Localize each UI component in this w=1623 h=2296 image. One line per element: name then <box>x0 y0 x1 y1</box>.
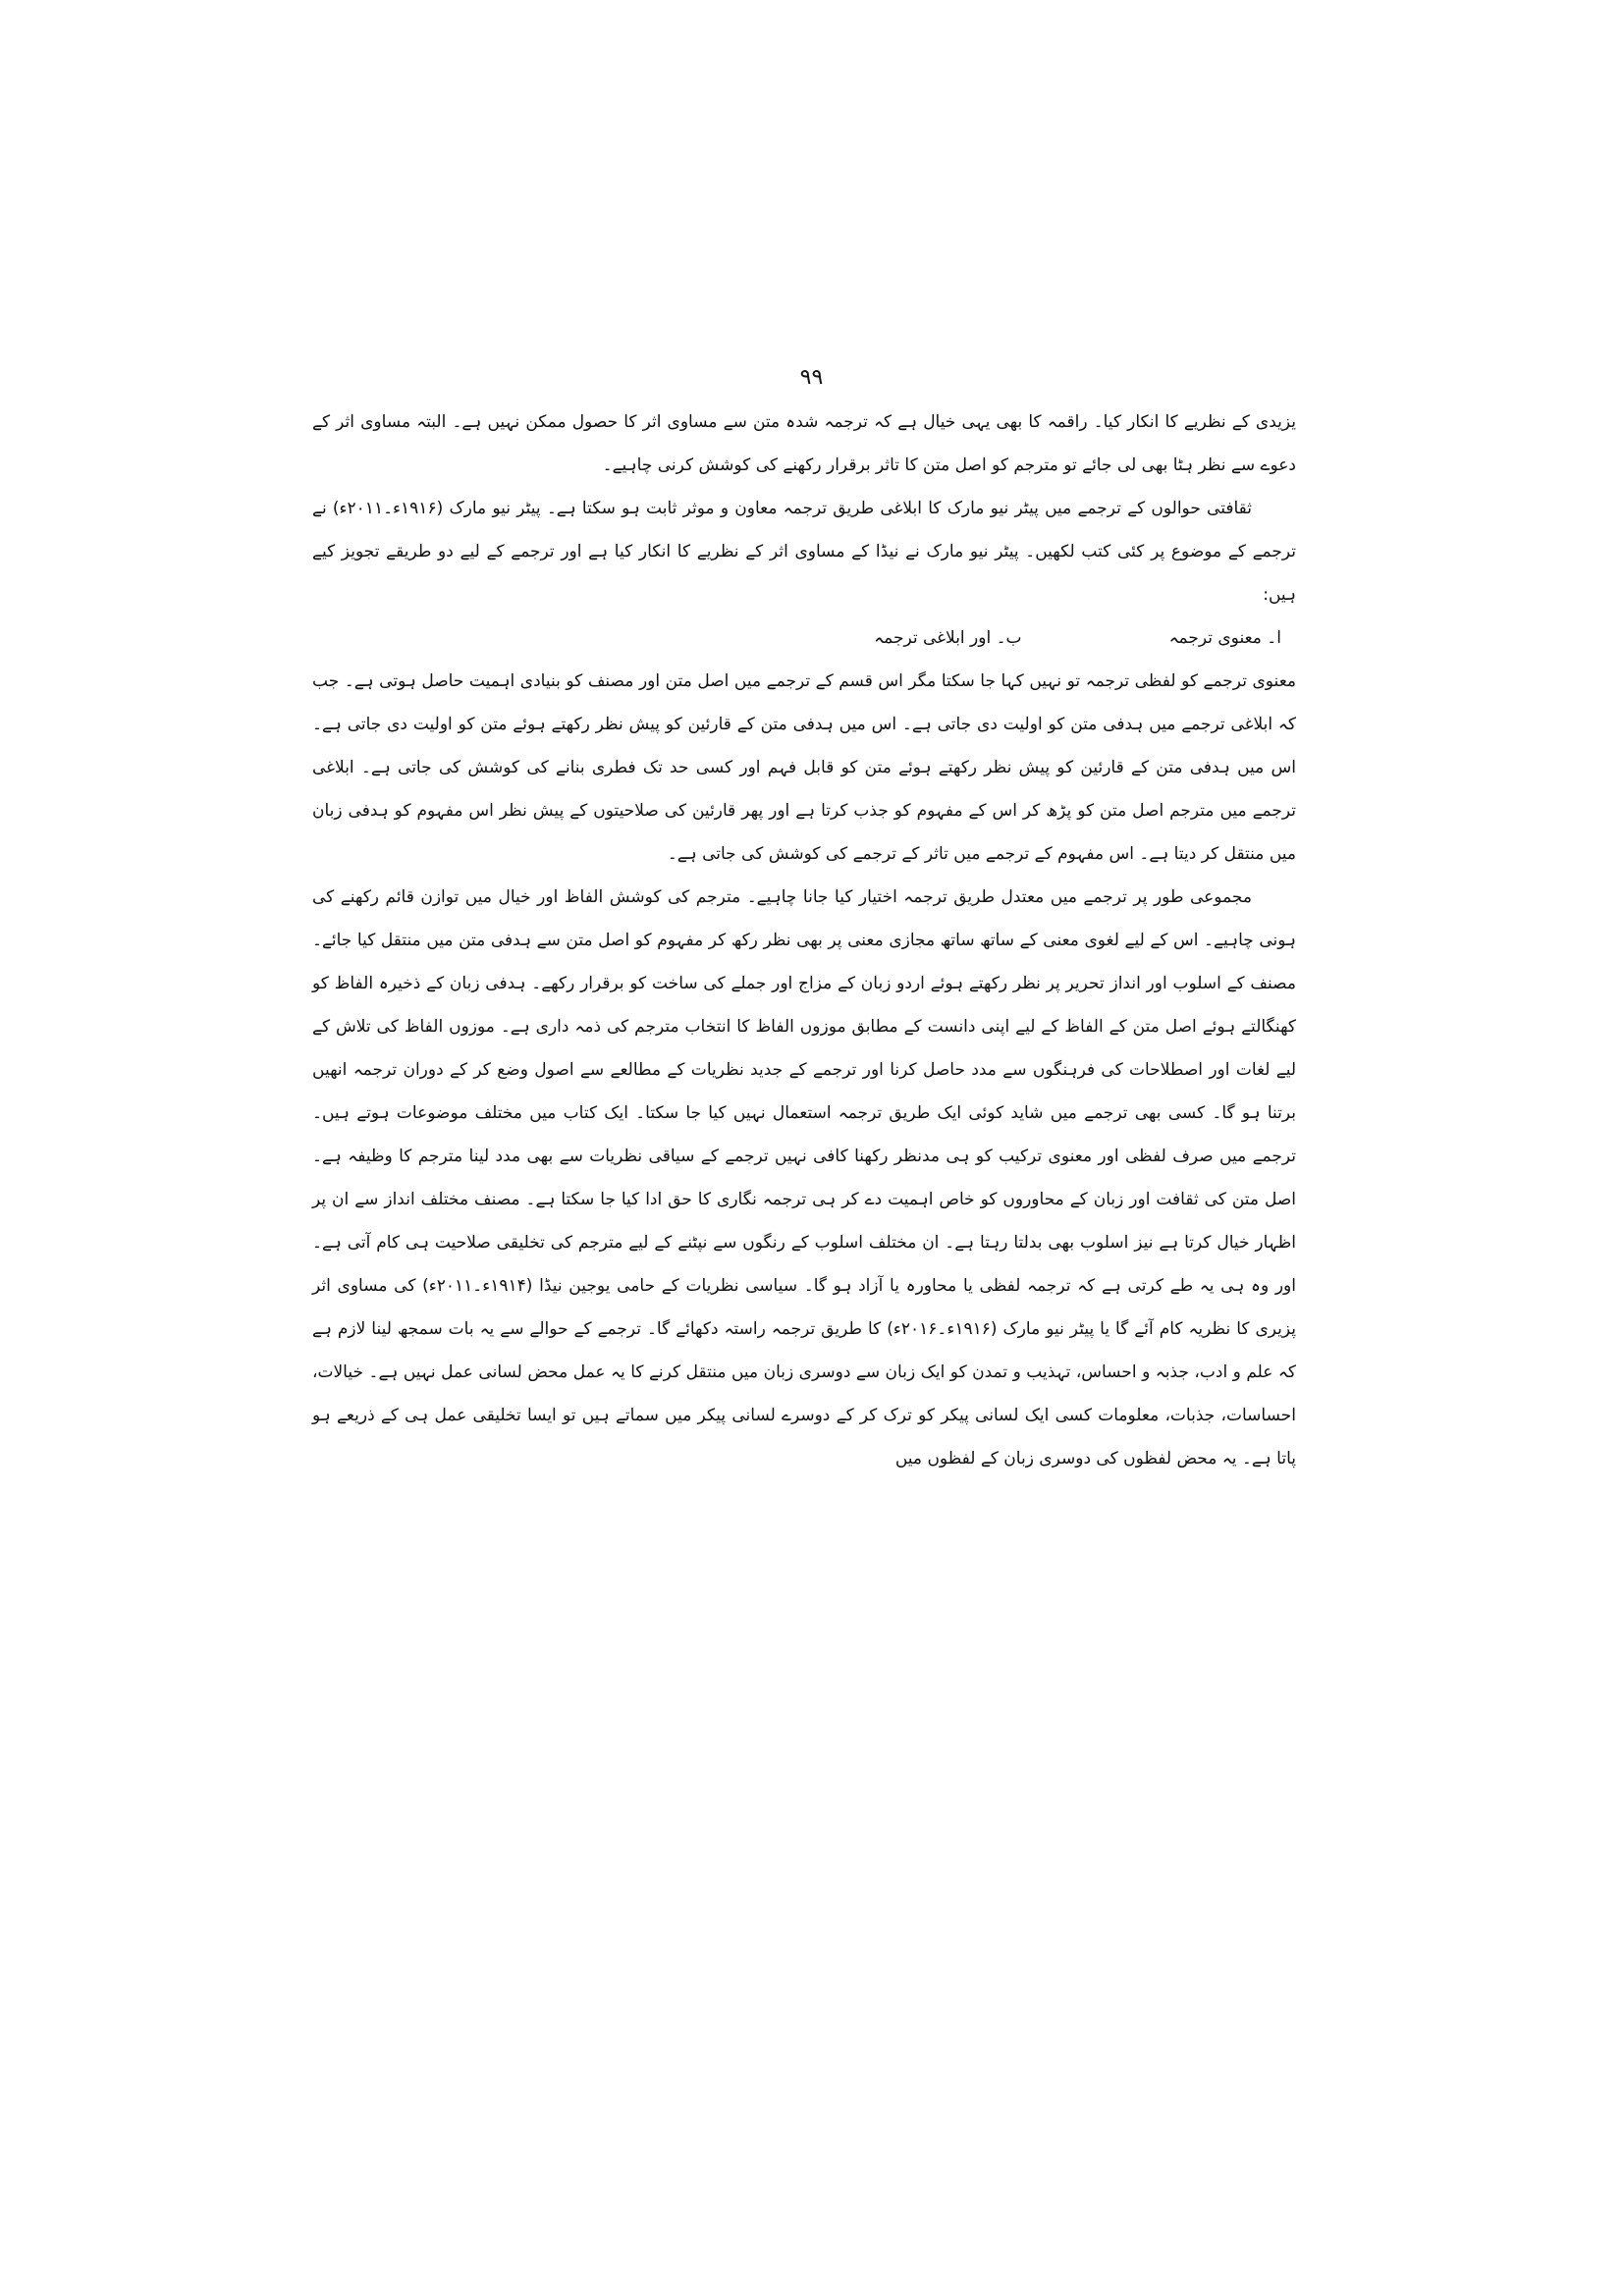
text-line: کے محاوروں کو خاص اہمیت دے کر ہی ترجمہ نگاری کا حق ادا کیا جا سکتا ہے۔ مصنف مختلف انداز سے ان پر اظہار خیال کرتا <box>312 1190 1297 1253</box>
text-line: معنوی ترجمے کو لفظی ترجمہ تو نہیں کہا جا سکتا مگر اس قسم کے ترجمے میں اصل متن اور مصنف کو بنیادی اہمیت حاصل ہوتی ہے۔ <box>339 671 1296 691</box>
text-line: اولیت دی جاتی ہے۔ اس میں ہدفی متن کے قارئین کو پیش نظر رکھتے ہوئے متن کو قابل فہم اور کسی حد تک فطری بنانے کی <box>312 715 1296 777</box>
text-line: رکھنے کی ہونی چاہیے۔ اس کے لیے لغوی معنی کے ساتھ ساتھ مجازی معنی پر بھی نظر رکھ کر مفہوم کو اصل متن سے ہدفی متن میں <box>312 887 1296 950</box>
text-line: کوشش کی جاتی ہے۔ ابلاغی ترجمے میں مترجم اصل متن کو پڑھ کر اس کے مفہوم کو جذب کرتا ہے اور پھر قارئین کی صلاحیتوں <box>312 758 1296 821</box>
text-line: کرنے کا یہ عمل محض لسانی عمل نہیں ہے۔ خیالات، احساسات، جذبات، معلومات کسی ایک لسانی پیکر کو ترک کر کے <box>312 1362 1296 1425</box>
method-list <box>312 616 1296 660</box>
body-text <box>312 400 1296 1480</box>
text-line: (۱۹۱۶ء۔۲۰۱۱ء) نے ترجمے کے موضوع پر کئی کتب لکھیں۔ پیٹر نیو مارک نے نیڈا کے مساوی اثر کے نظریے کا انکار کیا ہے <box>312 499 1296 561</box>
paragraph-4 <box>312 876 1296 1480</box>
text-line: اور ترجمے کے لیے دو طریقے تجویز کیے ہیں: <box>312 542 1296 605</box>
text-line: ہے۔ اور وہ ہی یہ طے کرتی ہے کہ ترجمہ لفظی یا محاورہ یا آزاد ہو گا۔ سیاسی نظریات کے حامی یوجین نیڈا (۱۹۱۴ء۔۲۰۱۱ء) <box>312 1233 1296 1296</box>
page-number: ۹۹ <box>799 365 824 390</box>
paragraph-1 <box>312 400 1296 487</box>
text-line: ثقافتی حوالوں کے ترجمے میں پیٹر نیو مارک کا ابلاغی طریق ترجمہ معاون و موثر ثابت ہو سکتا ہے۔ پیٹر نیو مارک <box>443 499 1252 518</box>
list-item-semantic: ا۔ معنوی ترجمہ <box>1168 628 1281 648</box>
paragraph-2 <box>312 487 1296 616</box>
text-line: مساوی اثر کے دعوے سے نظر ہٹا بھی لی جائے تو مترجم کو اصل متن کا تاثر برقرار رکھنے کی کوشش کرنی چاہیے۔ <box>312 412 1296 475</box>
text-line: ہے نیز اسلوب بھی بدلتا رہتا ہے۔ ان مختلف اسلوب کے رنگوں سے نپٹنے کے لیے مترجم کی تخلیقی صلاحیت ہی کام آتی <box>341 1233 1179 1253</box>
text-line: حوالے سے یہ بات سمجھ لینا لازم ہے کہ علم و ادب، جذبہ و احساس، تہذیب و تمدن کو ایک زبان سے دوسری زبان میں منتقل <box>312 1319 1296 1382</box>
text-line: منتقل کیا جائے۔ مصنف کے اسلوب اور انداز تحریر پر نظر رکھتے ہوئے اردو زبان کے مزاج اور جملے کی ساخت کو برقرار <box>312 931 1296 993</box>
text-line: انتخاب مترجم کی ذمہ داری ہے۔ موزوں الفاظ کی تلاش کے لیے لغات اور اصطلاحات کی فرہنگوں سے مدد حاصل کرنا اور <box>312 1017 1296 1080</box>
list-item-communicative: ب۔ اور ابلاغی ترجمہ <box>874 628 1022 648</box>
text-line: طریق ترجمہ استعمال نہیں کیا جا سکتا۔ ایک کتاب میں مختلف موضوعات ہوتے ہیں۔ ترجمے میں صرف لفظی اور معنوی <box>312 1103 1296 1166</box>
text-line: رکھے۔ ہدفی زبان کے ذخیرہ الفاظ کو کھنگالتے ہوئے اصل متن کے الفاظ کے لیے اپنی دانست کے مطابق موزوں الفاظ کا <box>312 974 1296 1037</box>
text-line: جب کہ ابلاغی ترجمے میں ہدفی متن کو اولیت دی جاتی ہے۔ اس میں ہدفی متن کے قارئین کو پیش نظر رکھتے ہوئے متن کو <box>312 671 1296 734</box>
text-line: یزیدی کے نظریے کا انکار کیا۔ راقمہ کا بھی یہی خیال ہے کہ ترجمہ شدہ متن سے مساوی اثر کا حصول ممکن نہیں ہے۔ البتہ <box>410 412 1296 432</box>
text-line: کی مساوی اثر پزیری کا نظریہ کام آئے گا یا پیٹر نیو مارک (۱۹۱۶ء۔۲۰۱۶ء) کا طریق ترجمہ راستہ دکھائے گا۔ ترجمے کے <box>312 1276 1296 1339</box>
text-line: ترکیب کو ہی مدنظر رکھنا کافی نہیں ترجمے کے سیاقی نظریات سے بھی مدد لینا مترجم کا وظیفہ ہے۔ اصل متن کی ثقافت اور زبان <box>312 1147 1297 1209</box>
text-line: دوسرے لسانی پیکر میں سماتے ہیں تو ایسا تخلیقی عمل ہی کے ذریعے ہو پاتا ہے۔ یہ محض لفظوں کی دوسری زبان کے لفظوں میں <box>312 1406 1296 1468</box>
text-line: ترجمے کے جدید نظریات کے مطالعے سے اصول وضع کر کے دوران ترجمہ انھیں برتنا ہو گا۔ کسی بھی ترجمے میں شاید کوئی ایک <box>312 1060 1296 1123</box>
text-line: کے پیش نظر اس مفہوم کو ہدفی زبان میں منتقل کر دیتا ہے۔ اس مفہوم کے ترجمے میں تاثر کے ترجمے کی کوشش کی جاتی ہے۔ <box>312 801 1296 864</box>
text-line: مجموعی طور پر ترجمے میں معتدل طریق ترجمہ اختیار کیا جانا چاہیے۔ مترجم کی کوشش الفاظ اور خیال میں توازن قائم <box>379 887 1252 907</box>
paragraph-3 <box>312 660 1296 876</box>
